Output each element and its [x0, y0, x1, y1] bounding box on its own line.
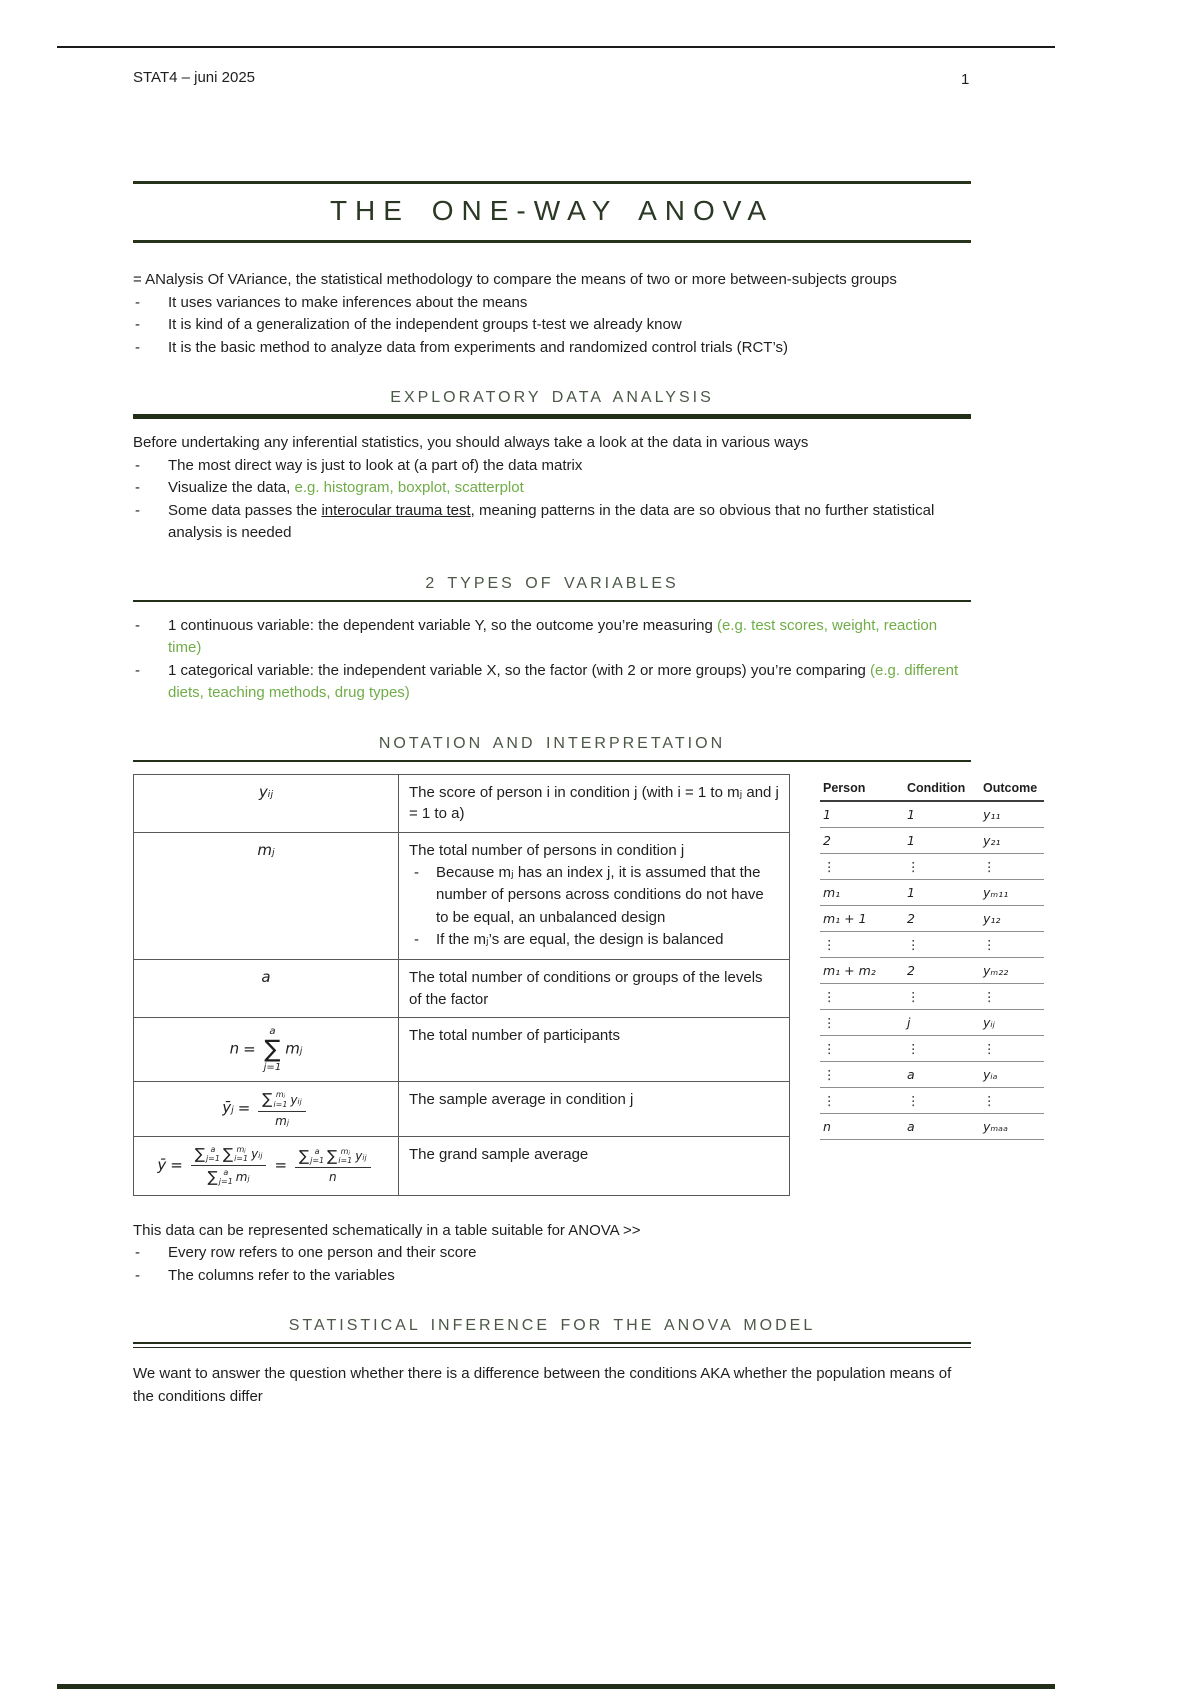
- side-table-cell: 2: [823, 832, 831, 848]
- bullet-text: [168, 477, 971, 500]
- math-m-j: mⱼ: [275, 1113, 289, 1128]
- side-table-cell: ⋮: [823, 1014, 836, 1030]
- notation-row-grand-mean: [134, 1137, 789, 1195]
- fraction: [258, 1090, 305, 1127]
- notation-row-a: [134, 960, 789, 1019]
- equals-sign: =: [237, 1099, 251, 1118]
- equals-sign: =: [243, 1039, 256, 1058]
- side-table-row: [820, 984, 1044, 1010]
- schematic-bullet: [133, 1242, 971, 1265]
- side-table-cell: ⋮: [983, 936, 996, 952]
- section-heading-notation: NOTATION AND INTERPRETATION: [378, 734, 726, 752]
- side-table-cell: 2: [907, 962, 915, 978]
- side-table-row: [820, 880, 1044, 906]
- sum-lower-limit: j=1: [218, 1177, 233, 1187]
- sum-lower-limit: i=1: [338, 1156, 353, 1166]
- side-table-cell: y₂₁: [983, 832, 1001, 848]
- side-table-cell: 1: [907, 832, 915, 848]
- side-table-cell: 1: [907, 884, 915, 900]
- bullet-text-black: Visualize the data,: [168, 479, 295, 496]
- side-table-cell: yₘ₂₂: [983, 962, 1009, 978]
- notation-desc-cell: The total number of participants: [409, 1027, 620, 1045]
- fraction-denominator: [275, 1112, 289, 1128]
- bullet-dash: -: [135, 616, 140, 634]
- math-ybar: ȳ: [157, 1155, 167, 1174]
- summation-inline: [262, 1090, 287, 1108]
- side-table-cell: ⋮: [823, 936, 836, 952]
- side-table-cell: ⋮: [907, 936, 920, 952]
- notation-symbol-cell: [134, 833, 399, 959]
- fraction: [295, 1147, 371, 1184]
- side-table-cell: m₁ + m₂: [823, 962, 876, 978]
- bullet-dash: -: [135, 1244, 140, 1262]
- notation-row-yij: [134, 775, 789, 834]
- side-table-cell: 2: [907, 910, 915, 926]
- notation-symbol-cell: [134, 1082, 399, 1135]
- bullet-dash: -: [135, 338, 140, 356]
- summation-inline: [223, 1145, 248, 1163]
- side-table-row: [820, 932, 1044, 958]
- side-table-cell: ⋮: [983, 858, 996, 874]
- sum-lower-limit: j=1: [205, 1154, 220, 1163]
- notation-row-n: [134, 1018, 789, 1082]
- side-table-cell: ⋮: [983, 1040, 996, 1056]
- section-rule: [133, 760, 971, 762]
- equals-sign: =: [170, 1155, 183, 1174]
- math-y-ij: yᵢⱼ: [251, 1147, 263, 1161]
- title-block: [133, 181, 971, 243]
- sum-limits: [338, 1147, 352, 1165]
- intro-bullet: [133, 292, 971, 315]
- bullet-text-post: , meaning patterns in the data are so obvious that no further statistical analysis is needed: [168, 501, 935, 541]
- section-rule: [133, 600, 971, 602]
- bullet-text-green: (e.g. test scores, weight, reaction time): [168, 616, 938, 656]
- schematic-bullet: [133, 1265, 971, 1288]
- intro-bullet: [133, 337, 971, 360]
- bullet-text: Every row refers to one person and their score: [168, 1244, 477, 1262]
- notation-symbol-cell: [134, 960, 399, 1018]
- side-table-row: [820, 958, 1044, 984]
- math-m-j: mⱼ: [235, 1170, 250, 1185]
- underlined-term: interocular trauma test: [321, 501, 471, 519]
- sum-limits: [310, 1147, 324, 1165]
- side-table-cell: ⋮: [823, 858, 836, 874]
- side-table-cell: ⋮: [907, 1092, 920, 1108]
- sum-upper-limit: mⱼ: [275, 1090, 286, 1100]
- sum-upper-limit: a: [223, 1168, 229, 1178]
- anova-data-table: [820, 776, 1044, 1140]
- col-header-person: Person: [823, 780, 866, 795]
- fraction-denominator: [208, 1166, 250, 1186]
- eda-bullet: [133, 455, 971, 478]
- summation-inline: [299, 1147, 324, 1165]
- bullet-text: The columns refer to the variables: [168, 1266, 395, 1284]
- math-n: n: [329, 1170, 337, 1185]
- bullet-text-black: 1 categorical variable: the independent variable X, so the factor (with 2 or more groups) you’re comparing: [168, 661, 871, 679]
- side-table-cell: n: [823, 1118, 831, 1134]
- sigma-symbol: ∑: [264, 1035, 281, 1064]
- bullet-dash: -: [135, 501, 140, 519]
- sigma-symbol: ∑: [207, 1167, 218, 1186]
- sigma-symbol: ∑: [262, 1090, 273, 1109]
- bullet-dash: -: [414, 931, 419, 949]
- bullet-dash: -: [135, 661, 140, 679]
- sigma-symbol: ∑: [222, 1144, 234, 1163]
- notation-table: [133, 774, 790, 1196]
- side-table-cell: ⋮: [907, 988, 920, 1004]
- math-m-j: mⱼ: [285, 1039, 303, 1058]
- math-a: a: [261, 967, 271, 986]
- section-rule: [133, 414, 971, 419]
- bullet-text-green: (e.g. different diets, teaching methods, drug types): [168, 661, 959, 701]
- footer-rule: [57, 1684, 1055, 1689]
- bullet-text: [168, 660, 971, 705]
- side-table-row: [820, 854, 1044, 880]
- section-heading-eda: EXPLORATORY DATA ANALYSIS: [390, 389, 714, 406]
- notation-symbol-cell: [134, 1137, 399, 1195]
- bullet-text: It is kind of a generalization of the independent groups t-test we already know: [168, 316, 682, 333]
- bullet-dash: -: [135, 456, 140, 474]
- side-table-row: [820, 828, 1044, 854]
- sigma-symbol: ∑: [327, 1146, 338, 1165]
- side-table-cell: ⋮: [823, 1040, 836, 1056]
- side-table-cell: ⋮: [983, 1092, 996, 1108]
- side-table-cell: ⋮: [823, 988, 836, 1004]
- desc-sub-bullet: [409, 862, 779, 930]
- section-heading-variables: 2 TYPES OF VARIABLES: [425, 574, 679, 592]
- sum-lower-limit: j=1: [310, 1156, 325, 1166]
- vars-bullet: [133, 660, 971, 705]
- vars-bullet: [133, 615, 971, 660]
- notation-desc-cell: The grand sample average: [409, 1145, 589, 1163]
- fraction-numerator: [258, 1090, 305, 1111]
- sum-upper-limit: a: [210, 1144, 216, 1154]
- inference-lead: We want to answer the question whether there is a difference between the conditions AKA whether the population means of the conditions differ: [133, 1365, 952, 1405]
- side-table-row: [820, 1114, 1044, 1140]
- intro-lead: = ANalysis Of VAriance, the statistical methodology to compare the means of two or more between-subjects groups: [133, 271, 897, 288]
- side-table-cell: a: [907, 1066, 915, 1082]
- bullet-dash: -: [135, 293, 140, 311]
- header-rule: [57, 46, 1055, 48]
- math-y-ij: yᵢⱼ: [258, 782, 274, 801]
- desc-sub-bullet: [409, 929, 779, 952]
- bullet-dash: -: [135, 479, 140, 496]
- side-table-cell: m₁: [823, 884, 841, 900]
- page-number: 1: [961, 71, 970, 88]
- side-table-cell: ⋮: [907, 858, 920, 874]
- running-header: STAT4 – juni 2025: [133, 69, 256, 86]
- side-table-row: [820, 802, 1044, 828]
- side-table-row: [820, 1088, 1044, 1114]
- side-table-cell: y₁₂: [983, 910, 1001, 926]
- side-table-cell: ⋮: [823, 1066, 836, 1082]
- side-table-cell: 1: [823, 806, 831, 822]
- eda-bullet: [133, 477, 971, 500]
- math-y-ij: yᵢⱼ: [355, 1149, 367, 1164]
- bullet-text-black: 1 continuous variable: the dependent variable Y, so the outcome you’re measuring: [168, 616, 717, 634]
- notation-desc-cell: [399, 833, 789, 959]
- intro-bullet: [133, 314, 971, 337]
- notation-section-body: [133, 774, 1038, 1196]
- bullet-dash: -: [414, 863, 419, 881]
- bullet-dash: -: [135, 1266, 140, 1284]
- sum-limits: [219, 1168, 233, 1186]
- side-table-cell: a: [907, 1118, 915, 1134]
- notation-desc-cell: The sample average in condition j: [409, 1091, 634, 1109]
- bullet-text: [168, 615, 971, 660]
- math-n: n: [229, 1039, 240, 1058]
- sum-lower-limit: i=1: [234, 1154, 249, 1163]
- side-table-cell: ⋮: [823, 1092, 836, 1108]
- sum-limits: [234, 1145, 248, 1163]
- fraction-denominator: [329, 1168, 337, 1184]
- sum-upper-limit: mⱼ: [236, 1144, 246, 1154]
- sigma-symbol: ∑: [299, 1146, 310, 1165]
- bullet-text: The most direct way is just to look at (a part of) the data matrix: [168, 456, 583, 474]
- sum-lower-limit: j=1: [263, 1062, 282, 1074]
- side-table-header-row: [820, 776, 1044, 802]
- summation-display: [264, 1026, 282, 1073]
- side-table-cell: m₁ + 1: [823, 910, 867, 926]
- bullet-text: It is the basic method to analyze data from experiments and randomized control trials (RCT’s): [168, 338, 788, 356]
- fraction-numerator: [191, 1145, 267, 1166]
- page-content: [133, 181, 1038, 1408]
- bullet-text: Because mⱼ has an index j, it is assumed that the number of persons across conditions do not have to be equal, an unbalanced design: [436, 863, 764, 926]
- summation-inline: [327, 1147, 352, 1165]
- notation-row-mj: [134, 833, 789, 960]
- col-header-condition: Condition: [907, 780, 966, 795]
- side-table-cell: yₘ₁₁: [983, 884, 1009, 900]
- notation-desc-cell: The score of person i in condition j (with i = 1 to mⱼ and j = 1 to a): [409, 783, 779, 823]
- notation-desc-cell: The total number of conditions or groups of the levels of the factor: [409, 968, 763, 1008]
- side-table-cell: yᵢⱼ: [983, 1014, 995, 1030]
- summation-inline: [195, 1145, 220, 1163]
- eda-bullet: [133, 500, 971, 545]
- side-table-cell: ⋮: [983, 988, 996, 1004]
- math-ybar-j: ȳⱼ: [222, 1099, 234, 1118]
- bullet-dash: -: [135, 316, 140, 333]
- math-y-ij: yᵢⱼ: [290, 1092, 302, 1107]
- notation-symbol-cell: [134, 775, 399, 833]
- fraction-numerator: [295, 1147, 371, 1168]
- sum-lower-limit: i=1: [273, 1099, 288, 1109]
- schematic-lead: This data can be represented schematically in a table suitable for ANOVA >>: [133, 1221, 641, 1239]
- eda-lead: Before undertaking any inferential statistics, you should always take a look at the data in various ways: [133, 434, 809, 451]
- section-heading-inference: STATISTICAL INFERENCE FOR THE ANOVA MODEL: [288, 1317, 816, 1335]
- sum-upper-limit: a: [269, 1026, 276, 1038]
- side-table-row: [820, 906, 1044, 932]
- sigma-symbol: ∑: [194, 1144, 205, 1163]
- document-title: THE ONE-WAY ANOVA: [329, 195, 775, 226]
- bullet-text-pre: Some data passes the: [168, 501, 322, 519]
- side-table-row: [820, 1010, 1044, 1036]
- fraction: [191, 1145, 267, 1187]
- sum-upper-limit: a: [314, 1147, 320, 1156]
- bullet-text: It uses variances to make inferences about the means: [168, 293, 528, 311]
- notation-symbol-cell: [134, 1018, 399, 1081]
- side-table-cell: y₁₁: [983, 806, 1001, 822]
- side-table-row: [820, 1036, 1044, 1062]
- bullet-text: If the mⱼ’s are equal, the design is balanced: [436, 931, 724, 949]
- side-table-cell: yᵢₐ: [983, 1066, 998, 1082]
- sum-upper-limit: mⱼ: [340, 1147, 350, 1156]
- side-table-cell: ⋮: [907, 1040, 920, 1056]
- math-m-j: mⱼ: [257, 841, 275, 859]
- desc-main: The total number of persons in condition j: [409, 842, 685, 859]
- bullet-text: [168, 500, 971, 545]
- sum-limits: [273, 1090, 287, 1108]
- equals-sign: =: [274, 1155, 288, 1174]
- notation-row-ybar-j: [134, 1082, 789, 1136]
- side-table-cell: j: [907, 1014, 911, 1030]
- side-table-cell: yₘₐₐ: [983, 1118, 1008, 1134]
- sum-limits: [206, 1145, 220, 1163]
- col-header-outcome: Outcome: [983, 780, 1038, 795]
- side-table-cell: 1: [907, 806, 915, 822]
- side-table-row: [820, 1062, 1044, 1088]
- summation-inline: [208, 1168, 233, 1186]
- bullet-text-green: e.g. histogram, boxplot, scatterplot: [294, 479, 524, 496]
- section-rule-double: [133, 1342, 971, 1348]
